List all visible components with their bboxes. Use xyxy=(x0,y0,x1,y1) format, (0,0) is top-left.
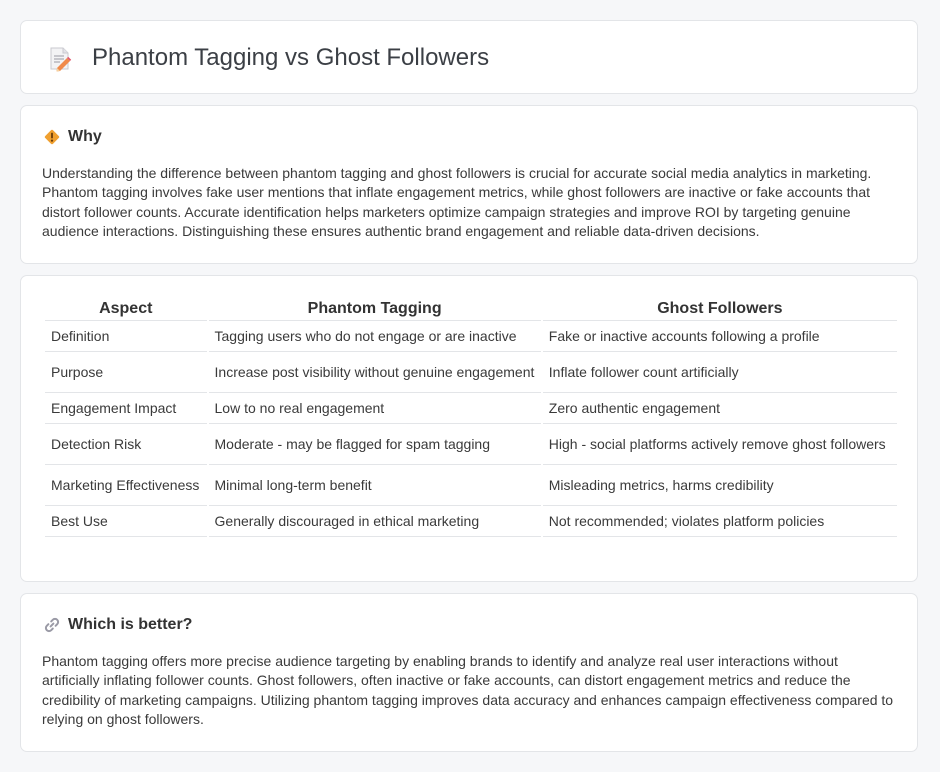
comparison-table xyxy=(43,296,899,537)
warning-diamond-icon xyxy=(43,128,61,146)
row-aspect: Purpose xyxy=(45,352,207,393)
title-card xyxy=(20,20,918,94)
row-aspect: Marketing Effectiveness xyxy=(45,465,207,506)
row-aspect: Definition xyxy=(45,321,207,352)
better-text: Phantom tagging offers more precise audience targeting by enabling brands to identify and analyze real user interactions without artificially inflating follower counts. Ghost followers, often inactive or fake accounts, can distort engagement metrics and reduce the credibility of marketing campaigns. Utilizing phantom tagging improves data accuracy and enhances campaign effectiveness compared to relying on ghost followers. xyxy=(42,653,894,728)
table-row xyxy=(45,393,897,424)
row-phantom-value: Low to no real engagement xyxy=(209,393,541,424)
better-heading-row xyxy=(43,614,192,636)
row-ghost-value: Zero authentic engagement xyxy=(543,393,897,424)
why-heading: Why xyxy=(68,128,102,145)
row-phantom-value: Moderate - may be flagged for spam tagging xyxy=(209,424,541,465)
document-pencil-icon xyxy=(48,46,72,72)
row-aspect: Engagement Impact xyxy=(45,393,207,424)
row-ghost-value: Not recommended; violates platform policies xyxy=(543,506,897,537)
comparison-section xyxy=(20,275,918,582)
table-row xyxy=(45,465,897,506)
why-heading-row xyxy=(43,126,102,148)
table-row xyxy=(45,352,897,393)
why-section xyxy=(20,105,918,264)
link-icon xyxy=(43,616,61,634)
table-header-row xyxy=(45,296,897,321)
row-phantom-value: Minimal long-term benefit xyxy=(209,465,541,506)
page-title: Phantom Tagging vs Ghost Followers xyxy=(92,44,490,71)
row-ghost-value: Misleading metrics, harms credibility xyxy=(543,465,897,506)
header-ghost-followers: Ghost Followers xyxy=(543,296,897,321)
row-phantom-value: Tagging users who do not engage or are inactive xyxy=(209,321,541,352)
table-row xyxy=(45,321,897,352)
row-ghost-value: Fake or inactive accounts following a profile xyxy=(543,321,897,352)
better-heading: Which is better? xyxy=(68,616,193,633)
row-phantom-value: Increase post visibility without genuine engagement xyxy=(209,352,541,393)
row-ghost-value: High - social platforms actively remove ghost followers xyxy=(543,424,897,465)
why-text: Understanding the difference between phantom tagging and ghost followers is crucial for accurate social media analytics in marketing. Phantom tagging involves fake user mentions that inflate engagement metrics, while ghost followers are inactive or fake accounts that distort follower counts. Accurate identification helps marketers optimize campaign strategies and improve ROI by targeting genuine audience interactions. Distinguishing these ensures authentic brand engagement and reliable data-driven decisions. xyxy=(42,165,872,240)
row-phantom-value: Generally discouraged in ethical marketing xyxy=(209,506,541,537)
header-phantom-tagging: Phantom Tagging xyxy=(209,296,541,321)
table-row xyxy=(45,506,897,537)
row-aspect: Detection Risk xyxy=(45,424,207,465)
header-aspect: Aspect xyxy=(45,296,207,321)
row-ghost-value: Inflate follower count artificially xyxy=(543,352,897,393)
which-is-better-section xyxy=(20,593,918,752)
row-aspect: Best Use xyxy=(45,506,207,537)
table-row xyxy=(45,424,897,465)
